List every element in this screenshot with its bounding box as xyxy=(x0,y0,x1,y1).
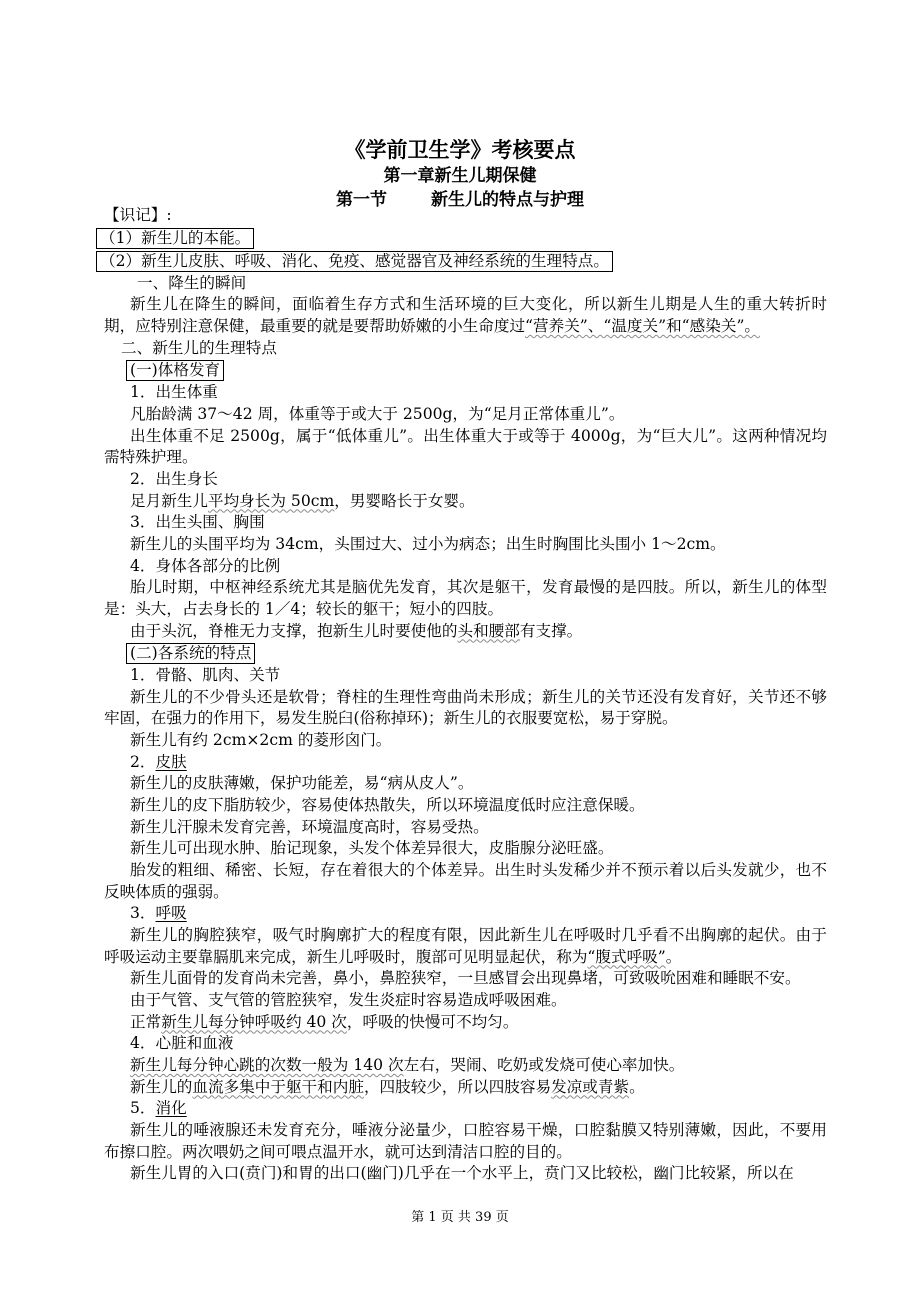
chapter-title: 第一章新生儿期保健 xyxy=(383,166,537,186)
text-segment: 胎发的粗细、稀密、长短，存在着很大的个体差异。出生时头发稀少并不预示着以后头发就少，也不反映体质的强弱。 xyxy=(104,861,827,901)
underlined-text: 新生儿每分钟呼吸约 40 次 xyxy=(161,1012,347,1031)
text-segment: 新生儿有约 2cm×2cm 的菱形囟门。 xyxy=(130,731,392,750)
key-point-box-row xyxy=(96,250,827,273)
paragraph xyxy=(104,491,827,513)
section-heading xyxy=(104,273,827,295)
paragraph xyxy=(104,1033,827,1055)
text-segment: 2．出生身长 xyxy=(130,469,218,488)
underlined-text: 血流多集中于躯干和内脏 xyxy=(192,1077,364,1096)
text-segment: ，四肢较少，所以四肢容易 xyxy=(363,1077,552,1096)
text-segment: 新生儿面骨的发育尚未完善，鼻小，鼻腔狭窄，一旦感冒会出现鼻堵，可致吸吮困难和睡眠不安。 xyxy=(130,969,801,988)
paragraph xyxy=(104,687,827,730)
paragraph xyxy=(104,665,827,687)
text-segment: 新生儿汗腺未发育完善，环境温度高时，容易受热。 xyxy=(130,817,489,836)
paragraph xyxy=(104,469,827,491)
text-segment: 足月新生儿 xyxy=(130,491,208,510)
text-segment: 新生儿的皮肤薄嫩，保护功能差，易“病从皮人”。 xyxy=(130,774,474,793)
paragraph xyxy=(104,1120,827,1163)
paragraph xyxy=(104,1012,827,1034)
paragraph xyxy=(104,817,827,839)
text-segment: 1．出生体重 xyxy=(130,383,218,402)
text-segment: 有支撑。 xyxy=(519,621,583,640)
text-segment: 新生儿的唾液腺还未发育充分，唾液分泌量少，口腔容易干燥，口腔黏膜又特别薄嫩，因此，不要用布擦口腔。两次喂奶之间可喂点温开水，就可达到清洁口腔的目的。 xyxy=(104,1120,827,1161)
underlined-text: 消化 xyxy=(155,1099,187,1118)
text-segment: （1）新生儿的本能。 xyxy=(100,228,251,247)
text-segment: 2． xyxy=(130,752,156,771)
underlined-text: 新生儿每分钟心跳的次数一般为 140 次 xyxy=(130,1055,404,1074)
paragraph xyxy=(104,773,827,795)
paragraph xyxy=(104,382,827,404)
paragraph xyxy=(104,752,827,774)
paragraph xyxy=(104,512,827,534)
text-segment: ，男婴略长于女婴。 xyxy=(334,491,475,510)
section-number: 第一节 xyxy=(336,190,387,210)
key-point-box-row xyxy=(96,227,827,250)
underlined-text: 呼吸 xyxy=(155,904,187,923)
memorize-label xyxy=(104,205,827,227)
key-point-box xyxy=(96,251,613,272)
text-segment: 新生儿胃的入口(贲门)和胃的出口(幽门)几乎在一个水平上，贲门又比较松，幽门比较紧，所以在 xyxy=(130,1164,794,1183)
text-segment: ，呼吸的快慢可不均匀。 xyxy=(346,1012,519,1031)
text-segment: 4．心脏和血液 xyxy=(130,1034,234,1053)
text-segment: 。 xyxy=(629,1077,645,1096)
paragraph xyxy=(104,621,827,643)
paragraph xyxy=(104,903,827,925)
text-segment: (二)各系统的特点 xyxy=(130,644,252,663)
paragraph xyxy=(104,838,827,860)
section-name: 新生儿的特点与护理 xyxy=(431,190,584,210)
paragraph xyxy=(104,556,827,578)
text-segment: 新生儿的头围平均为 34cm，头围过大、过小为病态；出生时胸围比头围小 1～2cm。 xyxy=(130,534,726,553)
text-segment: 4．身体各部分的比例 xyxy=(130,556,281,575)
text-segment: 1．骨骼、肌肉、关节 xyxy=(130,666,281,685)
underlined-text: 发凉或青紫 xyxy=(551,1077,630,1096)
text-segment: 新生儿的皮下脂肪较少，容易使体热散失，所以环境温度低时应注意保暖。 xyxy=(130,796,645,815)
paragraph xyxy=(104,534,827,556)
subsection-heading-box xyxy=(126,360,224,381)
paragraph xyxy=(104,1077,827,1099)
text-segment: 3．出生头围、胸围 xyxy=(130,513,265,532)
section-heading xyxy=(104,338,827,360)
text-segment: (一)体格发育 xyxy=(130,361,221,380)
paragraph xyxy=(104,294,827,337)
text-segment: 二、新生儿的生理特点 xyxy=(121,338,277,357)
text-segment: 新生儿的 xyxy=(130,1077,193,1096)
page-footer: 第 1 页 共 39 页 xyxy=(411,1210,509,1225)
subsection-heading-row xyxy=(126,642,827,665)
paragraph xyxy=(104,1055,827,1077)
paragraph xyxy=(104,968,827,990)
paragraph xyxy=(104,1098,827,1120)
text-segment: 由于气管、支气管的管腔狭窄，发生炎症时容易造成呼吸困难。 xyxy=(130,991,567,1009)
paragraph xyxy=(104,730,827,752)
paragraph xyxy=(104,404,827,426)
text-segment: 凡胎龄满 37～42 周，体重等于或大于 2500g，为“足月正常体重儿”。 xyxy=(130,404,625,423)
paragraph xyxy=(104,426,827,469)
text-segment: 一、降生的瞬间 xyxy=(137,273,247,292)
paragraph xyxy=(104,925,827,968)
subsection-heading-row xyxy=(126,359,827,382)
paragraph xyxy=(104,860,827,903)
underlined-text: 头和腰部 xyxy=(457,621,520,640)
text-segment: 由于头沉，脊椎无力支撑，抱新生儿时要使他的 xyxy=(130,621,458,640)
underlined-text: “营养关”、“温度关”和“感染关”。 xyxy=(525,316,761,335)
text-segment: 新生儿的胸腔狭窄，吸气时胸廓扩大的程度有限，因此新生儿在呼吸时几乎看不出胸廓的起伏。由于呼吸运动主要靠膈肌来完成，新生儿呼吸时，腹部可见明显起伏，称为 xyxy=(104,926,827,966)
underlined-text: 皮肤 xyxy=(155,752,187,771)
text-segment: 正常 xyxy=(130,1012,162,1031)
text-segment: 新生儿可出现水肿、胎记现象，头发个体差异很大，皮脂腺分泌旺盛。 xyxy=(130,839,614,858)
text-segment: 3． xyxy=(130,904,156,923)
subsection-heading-box xyxy=(126,643,255,664)
key-point-box xyxy=(96,228,254,249)
text-segment: 新生儿的不少骨头还是软骨；脊柱的生理性弯曲尚未形成；新生儿的关节还没有发育好，关节还不够牢固，在强力的作用下，易发生脱臼(俗称掉环)；新生儿的衣服要宽松，易于穿脱。 xyxy=(104,687,827,728)
text-segment: 左右，哭闹、吃奶或发烧可使心率加快。 xyxy=(403,1055,685,1074)
text-segment: 出生体重不足 2500g，属于“低体重儿”。出生体重大于或等于 4000g，为“巨大儿”。这两种情况均需特殊护理。 xyxy=(104,426,827,467)
text-segment: 5． xyxy=(130,1099,156,1118)
paragraph xyxy=(104,990,827,1012)
text-segment: 【识记】: xyxy=(104,206,172,224)
paragraph xyxy=(104,795,827,817)
text-segment: （2）新生儿皮肤、呼吸、消化、免疫、感觉器官及神经系统的生理特点。 xyxy=(100,251,609,270)
underlined-text: 平均身长为 50cm xyxy=(207,491,335,510)
paragraph xyxy=(104,1163,827,1185)
text-segment: 新生儿在降生的瞬间，面临着生存方式和生活环境的巨大变化，所以新生儿期是人生的重大转折时期，应特别注意保健，最重要的就是要帮助娇嫩的小生命度过 xyxy=(104,295,827,335)
paragraph xyxy=(104,577,827,620)
text-segment: 胎儿时期，中枢神经系统尤其是脑优先发育，其次是躯干，发育最慢的是四肢。所以，新生儿的体型是：头大，占去身长的 1／4；较长的躯干；短小的四肢。 xyxy=(104,578,827,618)
text-segment: 。 xyxy=(665,947,682,966)
document-title: 《学前卫生学》考核要点 xyxy=(344,138,576,162)
document-body xyxy=(100,205,827,1185)
underlined-text: “腹式呼吸” xyxy=(587,947,666,966)
